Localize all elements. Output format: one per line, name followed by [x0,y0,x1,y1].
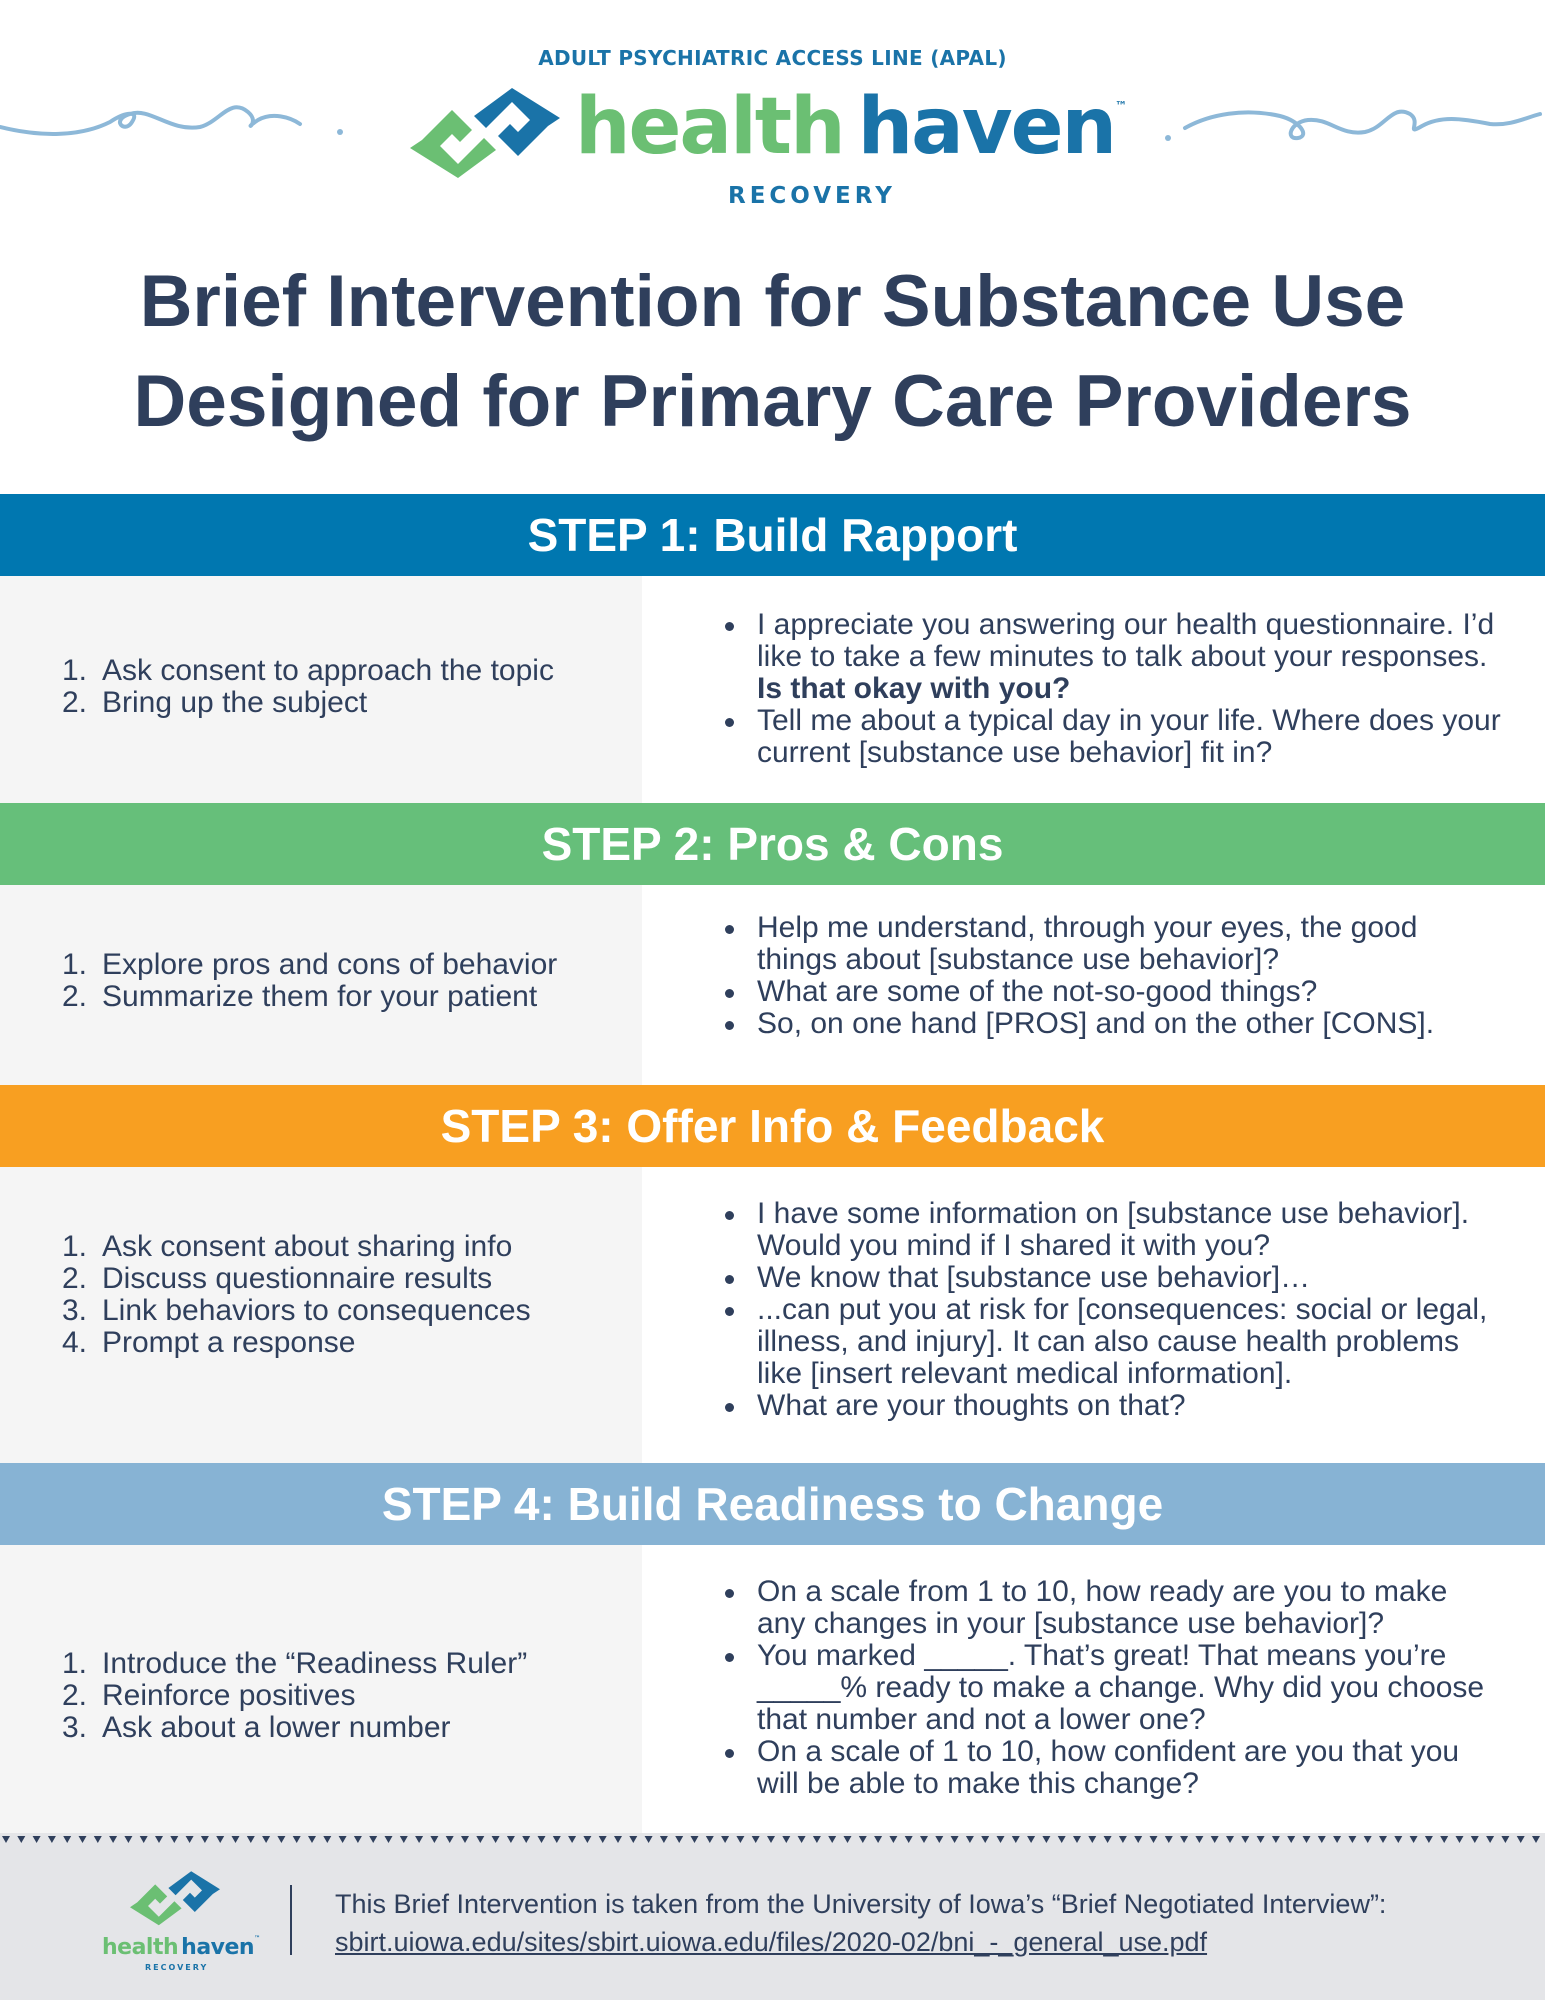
step-1-prompt-list [722,609,1502,769]
border-dot [1486,1836,1494,1843]
document-title [0,252,1545,452]
border-dot [492,1836,500,1843]
decorative-squiggle-right [1160,96,1545,156]
border-dot [920,1836,928,1843]
border-dot [354,1836,362,1843]
border-dot [874,1836,882,1843]
border-dot [1517,1836,1525,1843]
list-item: 2. Bring up the subject [62,686,368,719]
border-dot [1364,1836,1372,1843]
border-dot [1088,1836,1096,1843]
border-dot [721,1836,729,1843]
footer-trademark-symbol: ™ [254,1935,260,1942]
border-dot [1394,1836,1402,1843]
border-dot [859,1836,867,1843]
border-dot [48,1836,56,1843]
border-dot [553,1836,561,1843]
step-4-header: STEP 4: Build Readiness to Change [0,1463,1545,1545]
border-dot [507,1836,515,1843]
border-dot [1456,1836,1464,1843]
border-dot [981,1836,989,1843]
border-dot [400,1836,408,1843]
title-line-2: Designed for Primary Care Providers [133,361,1412,442]
brand-recovery-text: RECOVERY [728,183,896,209]
border-dot [1410,1836,1418,1843]
border-dot [813,1836,821,1843]
list-item: 1. Introduce the “Readiness Ruler” [62,1647,528,1680]
step-2-header: STEP 2: Pros & Cons [0,803,1545,885]
border-dot [79,1836,87,1843]
border-dot [1471,1836,1479,1843]
footer-brand-health-text: health [102,1935,179,1960]
list-item: 1. Ask consent about sharing info [62,1230,513,1263]
border-dot [706,1836,714,1843]
footer-divider [290,1885,292,1955]
border-dot [1042,1836,1050,1843]
list-item: Tell me about a typical day in your life. Where does your current [substance use behavior] fit in? [722,705,1502,769]
step-4-prompt-list [722,1576,1502,1800]
border-dot [109,1836,117,1843]
border-dot [1272,1836,1280,1843]
border-dot [170,1836,178,1843]
border-dot [522,1836,530,1843]
list-item: 1. Explore pros and cons of behavior [62,948,558,981]
step-2-body [0,885,1545,1085]
footer-brand-recovery-text: RECOVERY [145,1963,209,1972]
footer-brand-wordmark [102,1935,260,1960]
border-dot [1241,1836,1249,1843]
border-dot [1027,1836,1035,1843]
border-dot [675,1836,683,1843]
border-dot [691,1836,699,1843]
border-dot [1501,1836,1509,1843]
footer-source-text: This Brief Intervention is taken from the University of Iowa’s “Brief Negotiated Interview”: [335,1889,1387,1919]
step-4-body [0,1545,1545,1833]
border-dot [798,1836,806,1843]
list-item: 3. Link behaviors to consequences [62,1294,531,1327]
border-dot [17,1836,25,1843]
border-dot [415,1836,423,1843]
border-dot [844,1836,852,1843]
list-item: On a scale of 1 to 10, how confident are you that you will be able to make this change? [722,1736,1502,1800]
border-dot [752,1836,760,1843]
list-item: Help me understand, through your eyes, the good things about [substance use behavior]? [722,912,1502,976]
border-dot [1287,1836,1295,1843]
border-dot [140,1836,148,1843]
brand-wordmark [575,82,1128,172]
list-item: 1. Ask consent to approach the topic [62,654,554,687]
border-dot [1058,1836,1066,1843]
border-dot [889,1836,897,1843]
border-dot [155,1836,163,1843]
border-dot [1150,1836,1158,1843]
border-dot [232,1836,240,1843]
brand-haven-text: haven [857,82,1116,172]
border-dot [461,1836,469,1843]
healthhaven-logo-icon [410,86,560,186]
page-header [0,0,1545,230]
border-dot [1226,1836,1234,1843]
border-dot [446,1836,454,1843]
border-dot [308,1836,316,1843]
title-line-1: Brief Intervention for Substance Use [139,261,1406,342]
border-dot [1104,1836,1112,1843]
list-item: What are some of the not-so-good things? [722,976,1502,1008]
border-dot [186,1836,194,1843]
program-subtitle: ADULT PSYCHIATRIC ACCESS LINE (APAL) [538,46,1007,70]
border-dot [1532,1836,1540,1843]
border-dot [1440,1836,1448,1843]
border-dot [1425,1836,1433,1843]
border-dot [63,1836,71,1843]
border-dot [369,1836,377,1843]
border-dot [1303,1836,1311,1843]
border-dot [201,1836,209,1843]
list-item: 3. Ask about a lower number [62,1711,451,1744]
border-dot [935,1836,943,1843]
decorative-dot-border [0,1833,1545,1845]
border-dot [277,1836,285,1843]
border-dot [430,1836,438,1843]
list-item: On a scale from 1 to 10, how ready are you to make any changes in your [substance use behavior]? [722,1576,1502,1640]
list-item: I have some information on [substance use behavior]. Would you mind if I shared it with you? [722,1198,1502,1262]
border-dot [951,1836,959,1843]
step-1-action-list [62,655,554,719]
border-dot [2,1836,10,1843]
border-dot [1379,1836,1387,1843]
list-item: So, on one hand [PROS] and on the other [CONS]. [722,1008,1502,1040]
border-dot [966,1836,974,1843]
list-item: I appreciate you answering our health questionnaire. I’d like to take a few minutes to talk about your responses. Is that okay with you? [722,609,1502,705]
list-item: 4. Prompt a response [62,1326,356,1359]
step-2-action-list [62,949,557,1013]
border-dot [1134,1836,1142,1843]
footer-brand-haven-text: haven [181,1935,255,1960]
border-dot [736,1836,744,1843]
border-dot [262,1836,270,1843]
border-dot [339,1836,347,1843]
border-dot [1073,1836,1081,1843]
border-dot [293,1836,301,1843]
border-dot [247,1836,255,1843]
border-dot [538,1836,546,1843]
border-dot [1119,1836,1127,1843]
border-dot [1012,1836,1020,1843]
border-dot [1180,1836,1188,1843]
footer-logo-icon [130,1870,220,1930]
list-item: 2. Reinforce positives [62,1679,356,1712]
border-dot [476,1836,484,1843]
list-item: 2. Summarize them for your patient [62,980,538,1013]
list-item: We know that [substance use behavior]… [722,1262,1502,1294]
border-dot [629,1836,637,1843]
border-dot [1195,1836,1203,1843]
border-dot [124,1836,132,1843]
step-3-action-list [62,1231,531,1359]
border-dot [385,1836,393,1843]
border-dot [599,1836,607,1843]
step-1-header: STEP 1: Build Rapport [0,494,1545,576]
border-dot [997,1836,1005,1843]
border-dot [1257,1836,1265,1843]
border-dot [323,1836,331,1843]
border-dot [1211,1836,1219,1843]
border-dot [216,1836,224,1843]
border-dot [1165,1836,1173,1843]
step-4-action-list [62,1648,527,1744]
border-dot [905,1836,913,1843]
source-link[interactable]: sbirt.uiowa.edu/sites/sbirt.uiowa.edu/files/2020-02/bni_-_general_use.pdf [335,1927,1208,1957]
trademark-symbol: ™ [1115,99,1128,113]
list-item: You marked _____. That’s great! That means you’re _____% ready to make a change. Why did you choose that number and not a lower one? [722,1640,1502,1736]
step-2-prompt-list [722,912,1502,1040]
brand-health-text: health [575,82,844,172]
list-item: What are your thoughts on that? [722,1390,1502,1422]
border-dot [33,1836,41,1843]
border-dot [1348,1836,1356,1843]
border-dot [1318,1836,1326,1843]
border-dot [782,1836,790,1843]
decorative-squiggle-left [0,92,350,152]
border-dot [1333,1836,1341,1843]
border-dot [568,1836,576,1843]
border-dot [614,1836,622,1843]
border-dot [583,1836,591,1843]
border-dot [828,1836,836,1843]
step-1-body [0,576,1545,803]
border-dot [94,1836,102,1843]
list-item: ...can put you at risk for [consequences: social or legal, illness, and injury]. It can also cause health problems like [insert relevant medical information]. [722,1294,1502,1390]
border-dot [767,1836,775,1843]
step-3-header: STEP 3: Offer Info & Feedback [0,1085,1545,1167]
list-item: 2. Discuss questionnaire results [62,1262,493,1295]
border-dot [660,1836,668,1843]
step-3-body [0,1167,1545,1463]
border-dot [645,1836,653,1843]
step-3-prompt-list [722,1198,1502,1422]
